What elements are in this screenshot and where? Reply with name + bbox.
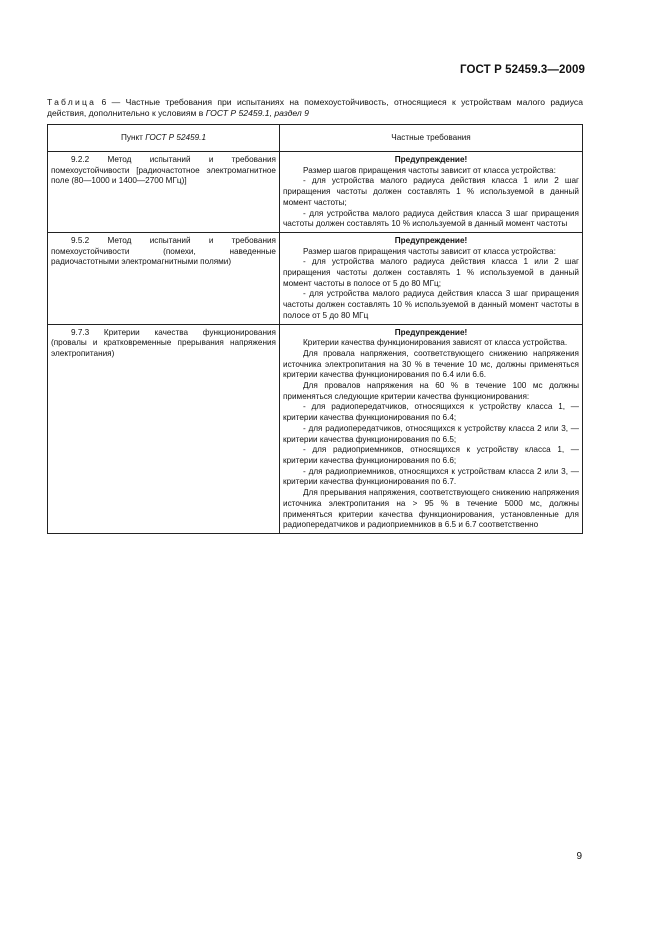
item-text: 9.2.2 Метод испытаний и требования помехоустойчивости [радиочастотное электромагнитное поле (80—1000 и 1400—2700 МГц)] [51, 155, 276, 186]
requirements-table [47, 124, 583, 534]
requirement-paragraph: - для радиоприемников, относящихся к устройству класса 1, — критерии качества функционирования по 6.6; [283, 445, 579, 465]
requirements-cell [280, 324, 583, 533]
table-caption-label: Таблица [47, 97, 97, 107]
standard-number: ГОСТ Р 52459.3—2009 [460, 64, 585, 76]
item-cell [48, 232, 280, 324]
requirement-paragraph: - для радиоприемников, относящихся к устройствам класса 2 или 3, — критерии качества функционирования по 6.7. [283, 466, 579, 487]
item-cell [48, 324, 280, 533]
requirements-cell [280, 232, 583, 324]
item-cell [48, 152, 280, 233]
requirement-paragraph: - для устройства малого радиуса действия класса 3 шаг приращения частоты должен составлять 10 % используемой в данный момент частоты [283, 208, 579, 229]
requirement-paragraph: Критерии качества функционирования зависят от класса устройства. [303, 338, 568, 348]
requirement-paragraph: - для устройства малого радиуса действия класса 1 или 2 шаг приращения частоты должен составлять 1 % используемой в данный момент частоты в полосе от 5 до 80 МГц; [283, 257, 579, 288]
requirement-paragraph: Для прерывания напряжения, соответствующего снижению напряжения источника электропитания на > 95 % в течение 5000 мс, должны применяться критерии качества функционирования, установленные для радиопередатчиков и радиоприемников в 6.5 и 6.7 соответственно [283, 488, 579, 530]
requirement-paragraph: Для провала напряжения, соответствующего снижению напряжения источника электропитания на 30 % в течение 10 мс, должны применяться критерии качества функционирования по 6.4 или 6.6. [283, 348, 579, 380]
header-item-cell [48, 125, 280, 152]
requirement-paragraph: - для радиопередатчиков, относящихся к устройству класса 2 или 3, — критерии качества функционирования по 6.5; [283, 423, 579, 444]
header-item-prefix: Пункт [120, 132, 143, 142]
requirement-paragraph: Размер шагов приращения частоты зависит от класса устройства: [303, 246, 556, 256]
item-text: 9.5.2 Метод испытаний и требования помехоустойчивости (помехи, наведенные радиочастотными электромагнитными полями) [51, 235, 276, 267]
item-text: 9.7.3 Критерии качества функционирования (провалы и кратковременные прерывания напряжения электропитания) [51, 327, 276, 358]
warning-title: Предупреждение! [394, 327, 468, 337]
table-caption-text: 6 — Частные требования при испытаниях на помехоустойчивость, относящиеся к устройствам малого радиуса действия, дополнительно к условиям в [47, 97, 583, 119]
table-row [48, 324, 583, 533]
requirements-cell [280, 152, 583, 233]
requirement-paragraph: - для радиопередатчиков, относящихся к устройству класса 1, — критерии качества функционирования по 6.4; [283, 402, 579, 423]
warning-title: Предупреждение! [394, 155, 468, 164]
table-caption [47, 97, 583, 120]
requirement-paragraph: Размер шагов приращения частоты зависит от класса устройства: [303, 165, 556, 175]
table-row [48, 152, 583, 233]
page-number: 9 [576, 851, 582, 862]
header-requirements-cell: Частные требования [280, 125, 583, 152]
table-header-row [48, 125, 583, 152]
requirement-paragraph: - для устройства малого радиуса действия класса 1 или 2 шаг приращения частоты должен составлять 1 % используемой в данный момент частоты; [283, 176, 579, 207]
header-item-ref: ГОСТ Р 52459.1 [145, 132, 207, 142]
requirement-paragraph: - для устройства малого радиуса действия класса 3 шаг приращения частоты должен составлять 10 % используемой в данный момент частоты в полосе от 5 до 80 МГц [283, 289, 579, 320]
requirement-paragraph: Для провалов напряжения на 60 % в течение 100 мс должны применяться следующие критерии качества функционирования: [283, 381, 579, 401]
table-row [48, 232, 583, 324]
warning-title: Предупреждение! [394, 235, 468, 245]
table-caption-ref: ГОСТ Р 52459.1, раздел 9 [205, 108, 309, 119]
